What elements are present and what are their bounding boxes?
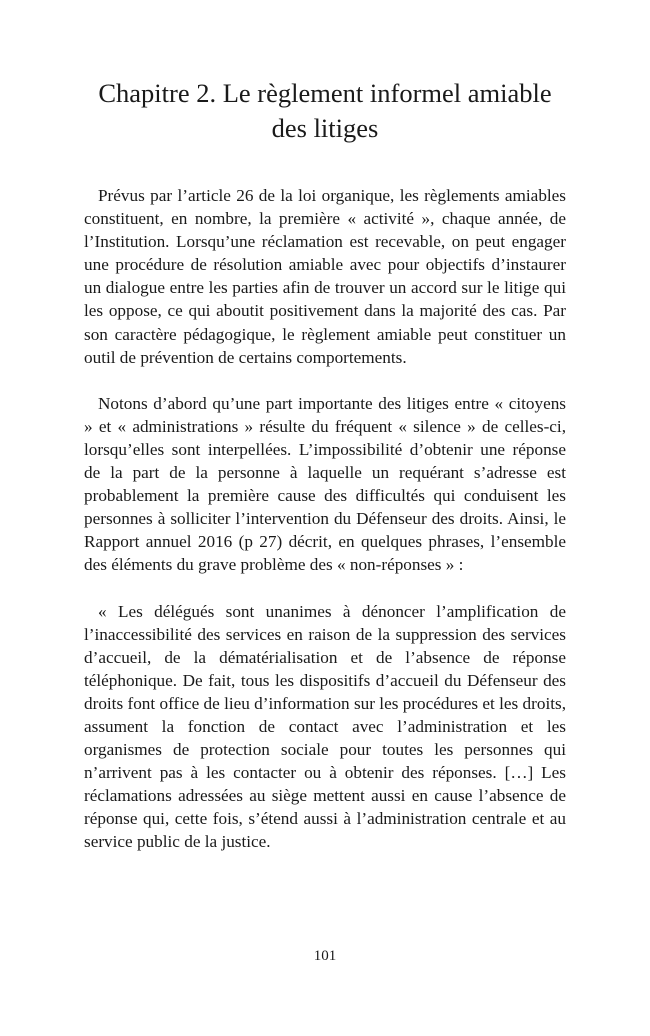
chapter-title: Chapitre 2. Le règlement informel amiable des litiges [98,78,552,143]
page-number: 101 [313,948,337,964]
page-body [84,76,566,854]
paragraph-amicable-settlements: Prévus par l’article 26 de la loi organique, les règlements amiables constituent, en nombre, la première « activité », chaque année, de l’Institution. Lorsqu’une réclamation est recevable, on peut engager une procédure de résolution amiable avec pour objectifs d’instaurer un dialogue entre les parties afin de trouver un accord sur le litige qui les oppose, ce qui aboutit positivement dans la majorité des cas. Par son caractère pédagogique, le règlement amiable peut constituer un outil de prévention de certains comportements. [84,186,566,367]
paragraph-annual-report-quote: « Les délégués sont unanimes à dénoncer l’amplification de l’inaccessibilité des services en raison de la suppression des services d’accueil, de la dématérialisation et de l’absence de réponse téléphonique. De fait, tous les dispositifs d’accueil du Défenseur des droits font office de lieu d’information sur les procédures et les droits, assument la fonction de contact avec l’administration et les organismes de protection sociale pour toutes les personnes qui n’arrivent pas à les contacter ou à obtenir des réponses. […] Les réclamations adressées au siège mettent aussi en cause l’absence de réponse qui, cette fois, s’étend aussi à l’administration centrale et au service public de la justice. [84,601,566,852]
paragraph-administrative-silence: Notons d’abord qu’une part importante des litiges entre « citoyens » et « administrations » résulte du fréquent « silence » de celles-ci, lorsqu’elles sont interpellées. L’impossibilité d’obtenir une réponse de la part de la personne à laquelle un requérant s’adresse est probablement la première cause des difficultés qui conduisent les personnes à solliciter l’intervention du Défenseur des droits. Ainsi, le Rapport annuel 2016 (p 27) décrit, en quelques phrases, l’ensemble des éléments du grave problème des « non-réponses » : [84,393,566,575]
